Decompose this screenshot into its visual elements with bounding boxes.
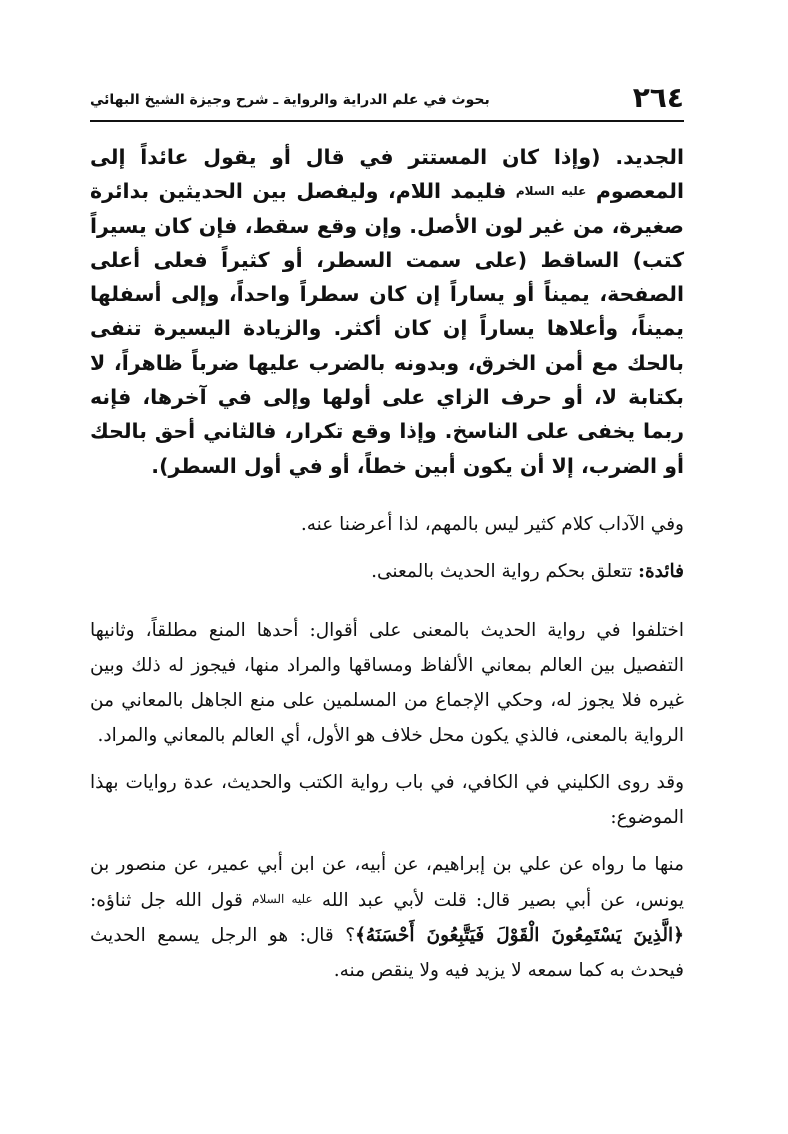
minha-sallam: عليه السلام: [252, 891, 313, 906]
minha-paragraph: [90, 847, 684, 988]
quran-verse: ﴿الَّذِينَ يَسْتَمِعُونَ الْقَوْلَ فَيَتَّبِعُونَ أَحْسَنَهُ﴾: [355, 924, 684, 946]
page-header: [90, 82, 684, 116]
header-rule: [90, 120, 684, 122]
adab-line: وفي الآداب كلام كثير ليس بالمهم، لذا أعرضنا عنه.: [300, 513, 684, 535]
faida-line: [90, 554, 684, 589]
faida-block: [90, 554, 684, 589]
minha-part3: ؟ قال: هو الرجل يسمع الحديث فيحدث به كما سمعه لا يزيد فيه ولا ينقص منه.: [90, 924, 684, 981]
kulayni-paragraph: وقد روى الكليني في الكافي، في باب رواية الكتب والحديث، عدة روايات بهذا الموضوع:: [90, 771, 684, 828]
quoted-paragraph: [90, 140, 684, 483]
faida-label: فائدة:: [638, 560, 684, 582]
adab-block: [90, 507, 684, 542]
running-title: بحوث في علم الدراية والرواية ـ شرح وجيزة الشيخ البهائي: [90, 92, 490, 108]
quoted-text-block: [90, 140, 684, 483]
quoted-text-rest: فليمد اللام، وليفصل بين الحديثين بدائرة صغيرة، من غير لون الأصل. وإن وقع سقط، فإن كان يسيراً كتب) الساقط (على سمت السطر، أو كثيراً فعلى أعلى الصفحة، يميناً أو يساراً إن كان سطراً واحداً، وإلى أسفلها يميناً، وأعلاها يساراً إن كان أكثر. والزيادة اليسيرة تنفى بالحك مع أمن الخرق، وبدونه بالضرب عليها ضرباً ظاهراً، لا بكتابة لا، أو حرف الزاي على أولها وإلى في آخرها، فإنه ربما يخفى على الناسخ. وإذا وقع تكرار، فالثاني أحق بالحك أو الضرب، إلا أن يكون أبين خطاً، أو في أول السطر).: [90, 179, 684, 478]
page-body: [90, 140, 684, 988]
quoted-text-start: الجديد. (وإذا كان المستتر في قال أو يقول عائداً إلى المعصوم: [90, 145, 685, 204]
minha-block: [90, 847, 684, 988]
ikhtilaf-block: [90, 613, 684, 753]
faida-text: تتعلق بحكم رواية الحديث بالمعنى.: [371, 560, 633, 582]
kulayni-block: [90, 765, 684, 835]
minha-part1: منها ما رواه عن علي بن إبراهيم، عن أبيه، عن ابن أبي عمير، عن منصور بن يونس، عن أبي بصير قال: قلت لأبي عبد الله: [90, 853, 685, 911]
sallam-honorific: عليه السلام: [515, 184, 587, 199]
page-number: ٢٦٤: [632, 81, 684, 114]
minha-part2: قول الله جل ثناؤه:: [90, 889, 243, 911]
ikhtilaf-paragraph: اختلفوا في رواية الحديث بالمعنى على أقوال: أحدها المنع مطلقاً، وثانيها التفصيل بين العالم بمعاني الألفاظ ومساقها والمراد منها، فيجوز له ذلك وبين غيره فلا يجوز له، وحكي الإجماع من المسلمين على منع الجاهل بالمعاني من الرواية بالمعنى، فالذي يكون محل خلاف هو الأول، أي العالم بالمعاني والمراد.: [90, 619, 684, 746]
